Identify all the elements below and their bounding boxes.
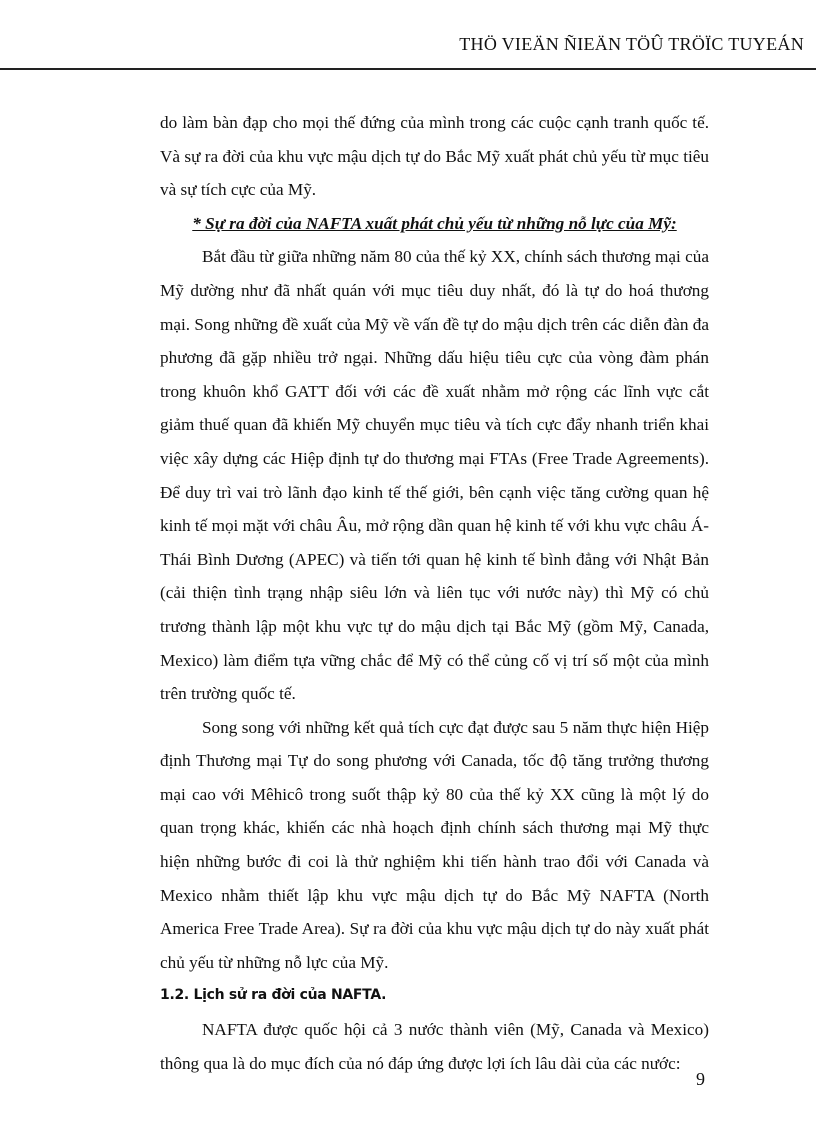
paragraph-nafta-approval: NAFTA được quốc hội cả 3 nước thành viên (Mỹ, Canada và Mexico) thông qua là do mục đích của nó đáp ứng được lợi ích lâu dài của các nước: [160,1020,709,1073]
subheading: * Sự ra đời của NAFTA xuất phát chủ yếu từ những nỗ lực của Mỹ: [192,213,677,233]
header-rule [0,68,816,70]
paragraph-canada-mexico: Song song với những kết quả tích cực đạt được sau 5 năm thực hiện Hiệp định Thương mại Tự do song phương với Canada, tốc độ tăng trưởng thương mại cao với Mêhicô trong suốt thập kỷ 80 của thế kỷ XX cũng là một lý do quan trọng khác, khiến các nhà hoạch định chính sách thương mại Mỹ thực hiện những bước đi coi là thử nghiệm khi tiến hành trao đổi với Canada và Mexico nhằm thiết lập khu vực mậu dịch tự do Bắc Mỹ NAFTA (North America Free Trade Area). Sự ra đời của khu vực mậu dịch tự do này xuất phát chủ yếu từ những nỗ lực của Mỹ. [160,717,709,972]
paragraph-continuation: do làm bàn đạp cho mọi thế đứng của mình trong các cuộc cạnh tranh quốc tế. Và sự ra đời của khu vực mậu dịch tự do Bắc Mỹ xuất phát chủ yếu từ mục tiêu và sự tích cực của Mỹ. [160,113,709,200]
page-number: 9 [696,1069,705,1089]
section-heading: 1.2. Lịch sử ra đời của NAFTA. [160,987,387,1004]
document-body [160,106,709,1080]
page-header-title: THÖ VIEÄN ÑIEÄN TÖÛ TRÖÏC TUYEÁN [459,34,804,54]
paragraph-us-trade-policy: Bắt đầu từ giữa những năm 80 của thế kỷ XX, chính sách thương mại của Mỹ dường như đã nhất quán với mục tiêu duy nhất, đó là tự do hoá thương mại. Song những đề xuất của Mỹ về vấn đề tự do mậu dịch trên các diễn đàn đa phương đã gặp nhiều trở ngại. Những dấu hiệu tiêu cực của vòng đàm phán trong khuôn khổ GATT đối với các đề xuất nhằm mở rộng các lĩnh vực cắt giảm thuế quan đã khiến Mỹ chuyển mục tiêu và tích cực đẩy nhanh triển khai việc xây dựng các Hiệp định tự do thương mại FTAs (Free Trade Agreements). Để duy trì vai trò lãnh đạo kinh tế thế giới, bên cạnh việc tăng cường quan hệ kinh tế mọi mặt với châu Âu, mở rộng dần quan hệ kinh tế với khu vực châu Á-Thái Bình Dương (APEC) và tiến tới quan hệ kinh tế bình đẳng với Nhật Bản (cải thiện tình trạng nhập siêu lớn và liên tục với nước này) thì Mỹ có chủ trương thành lập một khu vực tự do mậu dịch tại Bắc Mỹ (gồm Mỹ, Canada, Mexico) làm điểm tựa vững chắc để Mỹ có thể củng cố vị trí số một của mình trên trường quốc tế. [160,247,709,704]
